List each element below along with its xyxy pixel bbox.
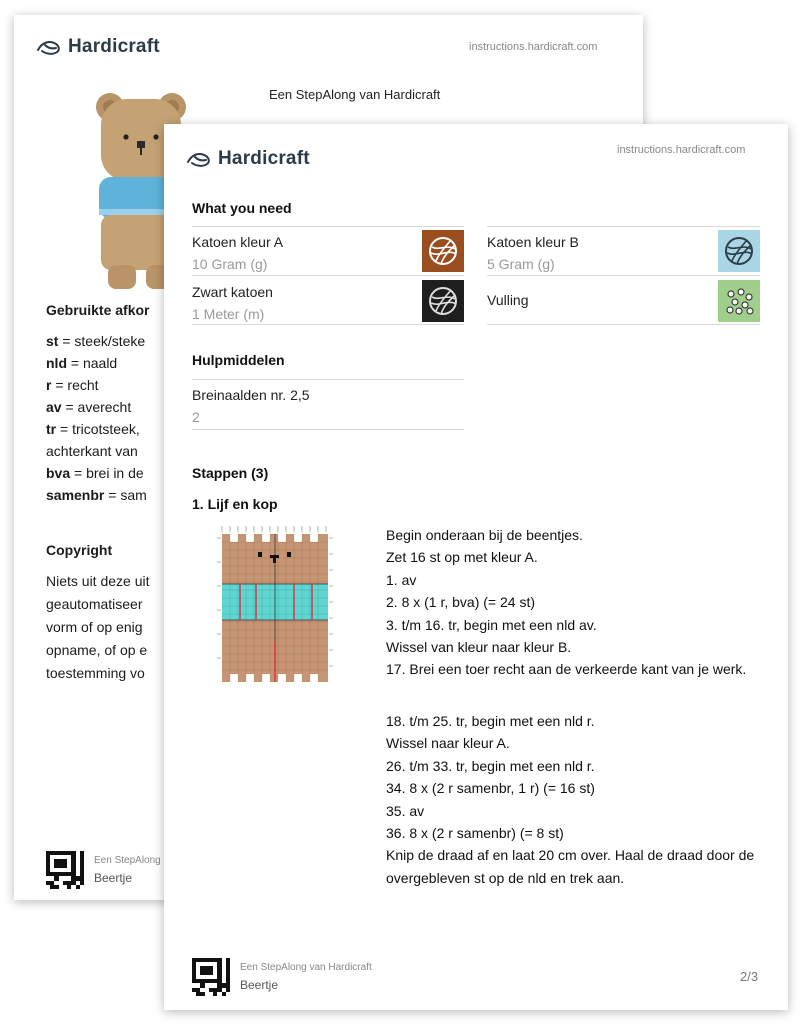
copyright-line: geautomatiseer	[46, 596, 143, 612]
material-item	[487, 276, 760, 325]
material-quantity: 5 Gram (g)	[487, 256, 555, 272]
material-item	[192, 276, 464, 325]
instruction-line: Zet 16 st op met kleur A.	[386, 549, 538, 566]
material-name: Katoen kleur A	[192, 234, 284, 250]
step-title: 1. Lijf en kop	[192, 496, 278, 512]
qr-code-icon[interactable]	[46, 851, 84, 889]
instruction-line: 34. 8 x (2 r samenbr, 1 r) (= 16 st)	[386, 780, 595, 797]
instruction-line: 1. av	[386, 571, 417, 588]
material-name: Zwart katoen	[192, 284, 273, 300]
material-item	[192, 226, 464, 275]
qr-code-icon[interactable]	[192, 958, 230, 996]
copyright-line: toestemming vo	[46, 665, 145, 681]
copyright-line: opname, of op e	[46, 642, 148, 658]
step-instructions-block-1	[386, 524, 756, 681]
yarn-ball-black-icon	[422, 280, 464, 322]
what-you-need-heading: What you need	[192, 200, 292, 216]
abbr-item: bva = brei in de	[46, 465, 144, 481]
footer-line-2: Beertje	[240, 978, 279, 992]
stuffing-icon	[718, 280, 760, 322]
step-instructions-block-2	[386, 710, 756, 889]
page-subtitle: Een StepAlong van Hardicraft	[269, 87, 441, 102]
tool-quantity: 2	[192, 409, 200, 425]
abbr-item: tr = tricotsteek,	[46, 421, 140, 437]
yarn-ball-brown-icon	[422, 230, 464, 272]
abbr-item: av = averecht	[46, 399, 132, 415]
copyright-heading: Copyright	[46, 542, 113, 558]
site-url[interactable]: instructions.hardicraft.com	[469, 41, 598, 53]
material-name: Katoen kleur B	[487, 234, 579, 250]
instruction-line: 18. t/m 25. tr, begin met een nld r.	[386, 713, 595, 729]
hand-logo-icon	[36, 36, 62, 58]
divider	[192, 324, 464, 325]
divider	[192, 429, 464, 430]
instruction-line: Begin onderaan bij de beentjes.	[386, 527, 583, 543]
knitting-chart	[216, 522, 334, 696]
footer-line-2: Beertje	[94, 871, 133, 885]
copyright-line: Niets uit deze uit	[46, 573, 150, 589]
divider	[487, 324, 760, 325]
material-quantity: 10 Gram (g)	[192, 256, 268, 272]
abbr-item: st = steek/steke	[46, 333, 146, 349]
instruction-line: 17. Brei een toer recht aan de verkeerde kant van je werk.	[386, 661, 747, 678]
tools-heading: Hulpmiddelen	[192, 352, 285, 368]
instruction-line: 36. 8 x (2 r samenbr) (= 8 st)	[386, 825, 564, 842]
page-number: 2/3	[740, 969, 759, 984]
material-quantity: 1 Meter (m)	[192, 306, 265, 322]
abbr-item: achterkant van	[46, 443, 138, 459]
instruction-line: 35. av	[386, 802, 425, 819]
hardicraft-logo[interactable]	[36, 36, 160, 58]
site-url[interactable]: instructions.hardicraft.com	[617, 144, 746, 156]
material-item	[487, 226, 760, 275]
instruction-line: 2. 8 x (1 r, bva) (= 24 st)	[386, 594, 536, 611]
tool-item	[192, 379, 464, 428]
footer-line-1: Een StepAlong	[94, 855, 161, 866]
abbreviations-heading: Gebruikte afkor	[46, 302, 150, 318]
yarn-ball-blue-icon	[718, 230, 760, 272]
abbr-item: nld = naald	[46, 355, 118, 371]
tool-name: Breinaalden nr. 2,5	[192, 387, 310, 403]
instruction-line: 3. t/m 16. tr, begin met een nld av.	[386, 616, 597, 633]
steps-heading: Stappen (3)	[192, 465, 269, 481]
hand-logo-icon	[186, 148, 212, 170]
logo-text: Hardicraft	[68, 36, 160, 57]
back-footer	[46, 851, 161, 889]
copyright-text	[46, 570, 150, 685]
front-footer	[192, 958, 372, 996]
footer-line-1: Een StepAlong van Hardicraft	[240, 962, 372, 973]
instruction-line: Wissel van kleur naar kleur B.	[386, 639, 572, 656]
material-name: Vulling	[487, 292, 529, 308]
logo-text: Hardicraft	[218, 148, 310, 169]
instruction-line: Wissel naar kleur A.	[386, 735, 510, 752]
copyright-line: vorm of op enig	[46, 619, 143, 635]
instruction-line: 26. t/m 33. tr, begin met een nld r.	[386, 757, 595, 774]
front-page	[164, 124, 788, 1010]
abbr-item: r = recht	[46, 377, 99, 393]
abbr-item: samenbr = sam	[46, 487, 147, 503]
hardicraft-logo[interactable]	[186, 148, 310, 170]
instruction-line: Knip de draad af en laat 20 cm over. Haal de draad door de overgebleven st op de nld en trek aan.	[386, 847, 755, 886]
